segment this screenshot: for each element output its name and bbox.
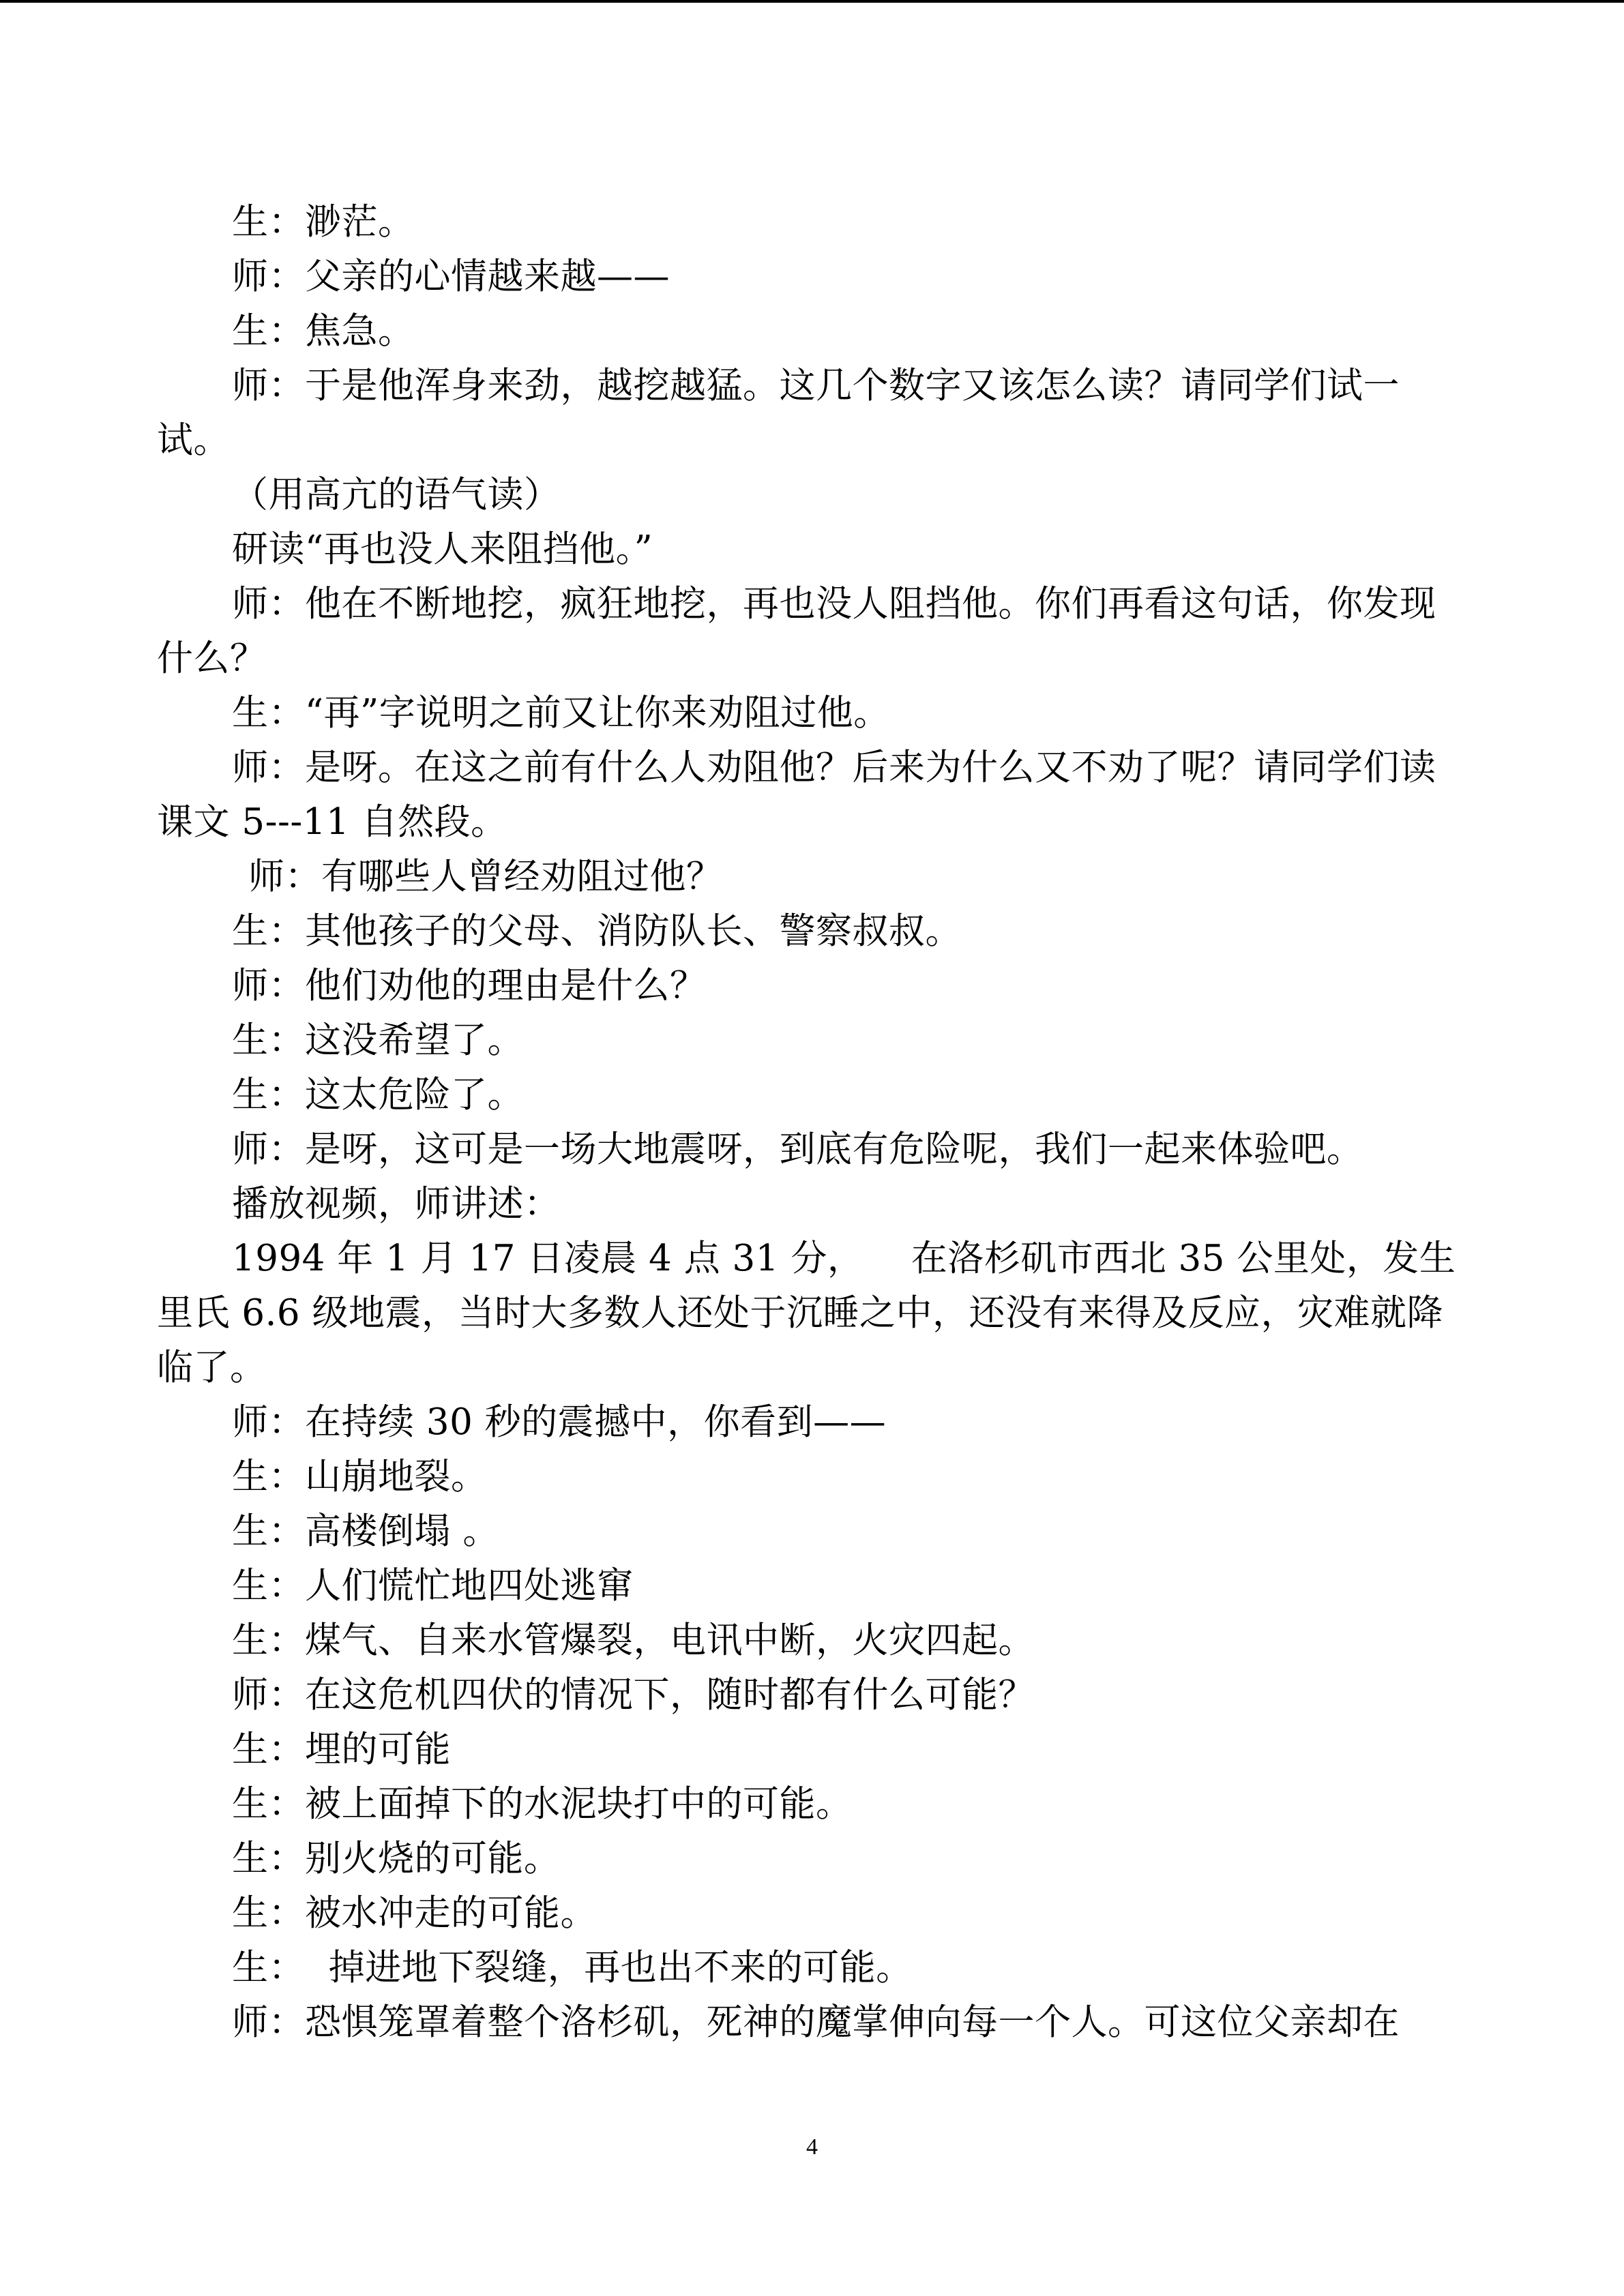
paragraph: 师：在持续 30 秒的震撼中，你看到—— xyxy=(232,1401,887,1443)
paragraph: 生：被上面掉下的水泥块打中的可能。 xyxy=(232,1783,853,1825)
paragraph: 师：他在不断地挖，疯狂地挖，再也没人阻挡他。你们再看这句话，你发现什么？ xyxy=(157,583,1436,679)
paragraph: 师：有哪些人曾经劝阻过他？ xyxy=(248,856,723,897)
paragraph: 生：别火烧的可能。 xyxy=(232,1838,561,1879)
paragraph: 生：被水冲走的可能。 xyxy=(232,1892,597,1934)
paragraph: 1994 年 1 月 17 日凌晨 4 点 31 分， 在洛杉矶市西北 35 公里处，发生里氏 6.6 级地震，当时大多数人还处于沉睡之中，还没有来得及反应，灾难就降临了。 xyxy=(157,1238,1456,1388)
paragraph: 生：其他孩子的父母、消防队长、警察叔叔。 xyxy=(232,910,962,952)
paragraph: 生：煤气、自来水管爆裂，电讯中断，火灾四起。 xyxy=(232,1620,1035,1661)
paragraph: 师：在这危机四伏的情况下，随时都有什么可能？ xyxy=(232,1674,1035,1716)
paragraph: 生：埋的可能 xyxy=(232,1729,451,1770)
paragraph: 生：山崩地裂。 xyxy=(232,1456,488,1497)
page-top-border xyxy=(0,0,1624,3)
paragraph: 生：“再”字说明之前又让你来劝阻过他。 xyxy=(232,692,890,734)
paragraph: 生：渺茫。 xyxy=(232,201,415,243)
paragraph: 生：焦急。 xyxy=(232,310,415,352)
paragraph: （用高亢的语气读） xyxy=(232,474,561,516)
page-number: 4 xyxy=(806,2134,818,2160)
paragraph: 生：高楼倒塌 。 xyxy=(232,1510,499,1552)
paragraph: 师：是呀，这可是一场大地震呀，到底有危险呢，我们一起来体验吧。 xyxy=(232,1129,1363,1170)
paragraph: 师：他们劝他的理由是什么？ xyxy=(232,965,707,1007)
paragraph: 师：父亲的心情越来越—— xyxy=(232,256,670,297)
paragraph: 研读“再也没人来阻挡他。” xyxy=(232,528,653,570)
paragraph: 生：这没希望了。 xyxy=(232,1019,524,1061)
document-body xyxy=(157,195,1470,2050)
paragraph: 师：于是他浑身来劲，越挖越猛。这几个数字又该怎么读？请同学们试一试。 xyxy=(157,365,1400,461)
paragraph: 生：人们慌忙地四处逃窜 xyxy=(232,1565,634,1607)
paragraph: 播放视频，师讲述： xyxy=(232,1183,561,1225)
paragraph: 生：这太危险了。 xyxy=(232,1074,524,1116)
paragraph: 师：是呀。在这之前有什么人劝阻他？后来为什么又不劝了呢？请同学们读课文 5---11 自然段。 xyxy=(157,747,1436,843)
paragraph: 师：恐惧笼罩着整个洛杉矶，死神的魔掌伸向每一个人。可这位父亲却在 xyxy=(232,2001,1400,2043)
paragraph: 生： 掉进地下裂缝，再也出不来的可能。 xyxy=(232,1947,913,1988)
